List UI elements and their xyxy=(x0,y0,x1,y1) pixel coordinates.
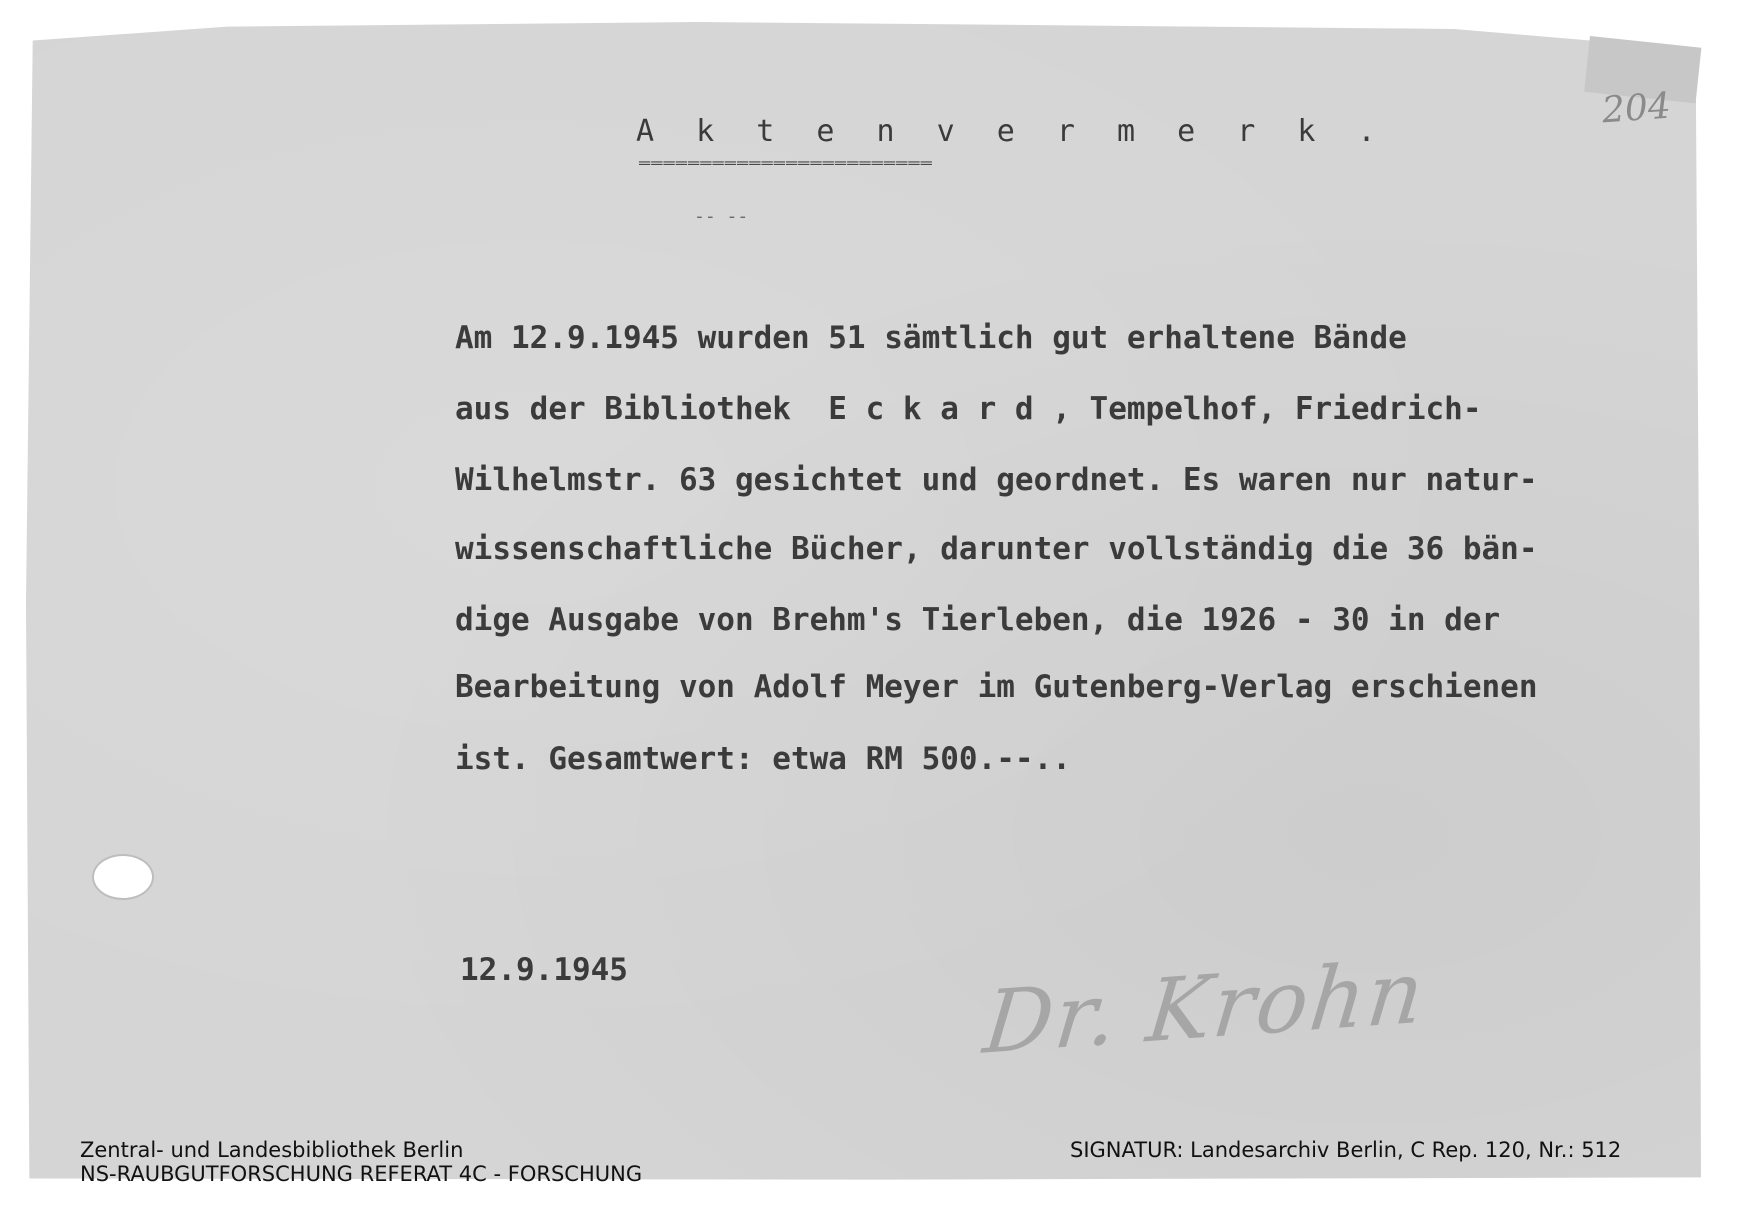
document-date: 12.9.1945 xyxy=(460,952,628,988)
body-line-5: dige Ausgabe von Brehm's Tierleben, die 1926 - 30 in der xyxy=(455,602,1501,638)
handwritten-signature: Dr. Krohn xyxy=(979,942,1430,1074)
document-title: A k t e n v e r m e r k . xyxy=(636,114,1388,149)
folio-number: 204 xyxy=(1600,85,1673,132)
dash-marks: -- -- xyxy=(694,206,749,227)
footer-department: NS-RAUBGUTFORSCHUNG REFERAT 4C - FORSCHUNG xyxy=(80,1162,643,1186)
body-line-2: aus der Bibliothek E c k a r d , Tempelhof, Friedrich- xyxy=(455,391,1482,427)
footer-institution: Zentral- und Landesbibliothek Berlin xyxy=(80,1138,464,1162)
body-line-7: ist. Gesamtwert: etwa RM 500.--.. xyxy=(455,741,1071,777)
title-underline: ======================== xyxy=(638,156,932,171)
body-line-1: Am 12.9.1945 wurden 51 sämtlich gut erhaltene Bände xyxy=(455,320,1407,356)
punch-hole xyxy=(94,856,152,898)
body-line-6: Bearbeitung von Adolf Meyer im Gutenberg-Verlag erschienen xyxy=(455,669,1538,705)
footer-signatur: SIGNATUR: Landesarchiv Berlin, C Rep. 120, Nr.: 512 xyxy=(1070,1138,1622,1162)
body-line-3: Wilhelmstr. 63 gesichtet und geordnet. Es waren nur natur- xyxy=(455,462,1538,498)
body-line-4: wissenschaftliche Bücher, darunter vollständig die 36 bän- xyxy=(455,531,1538,567)
